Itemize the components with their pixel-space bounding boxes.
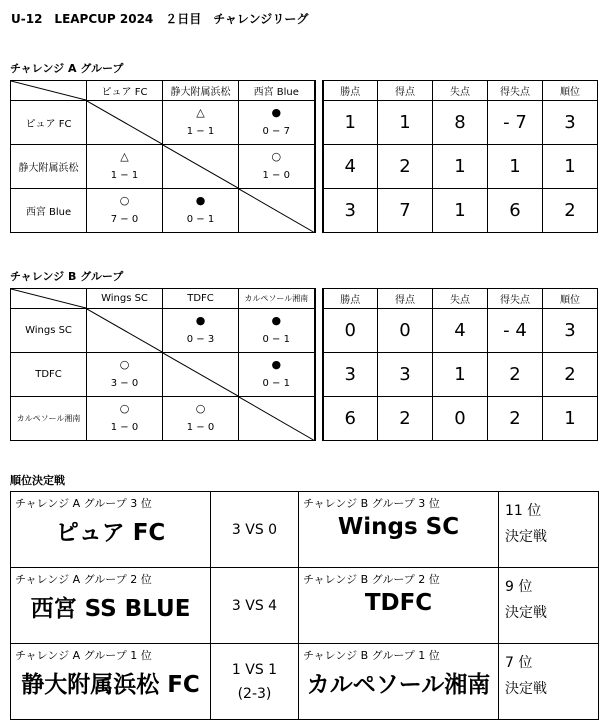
result-score: 0 − 1	[262, 378, 290, 389]
self-match-cell	[239, 189, 315, 233]
match-score: 3 VS 0	[231, 521, 278, 538]
stat-header: 順位	[543, 289, 598, 309]
result-score: 1 − 0	[110, 422, 139, 433]
team-row-label: 西宮 Blue	[11, 189, 87, 233]
team-header: 静大附属浜松	[163, 81, 239, 101]
team-row-label: Wings SC	[11, 309, 87, 353]
stat-header: 失点	[433, 81, 488, 101]
corner-cell	[11, 289, 87, 309]
stat-header: 得点	[378, 289, 433, 309]
group-a-table	[10, 80, 598, 233]
placement-rank-label: 決定戦	[505, 681, 547, 697]
stat-value: 3	[323, 353, 378, 397]
team-row-label: カルペソール湘南	[11, 397, 87, 441]
right-team: カルペソール湘南	[306, 672, 491, 698]
stat-value: 1	[433, 353, 488, 397]
placement-rank-label: 決定戦	[505, 529, 547, 545]
stat-value: 1	[378, 101, 433, 145]
stat-value: 1	[433, 145, 488, 189]
result-score: 0 − 7	[262, 126, 290, 137]
stat-header: 得点	[378, 81, 433, 101]
right-seed: チャレンジ B グループ 1 位	[303, 649, 440, 662]
stat-value: 2	[378, 397, 433, 441]
stat-value: 6	[488, 189, 543, 233]
result-score: 0 − 1	[186, 214, 215, 225]
right-team: TDFC	[364, 590, 433, 616]
self-match-cell	[163, 145, 239, 189]
team-row-label: TDFC	[11, 353, 87, 397]
stat-value: 1	[543, 145, 598, 189]
result-score: 1 − 1	[110, 170, 139, 181]
result-mark: △	[196, 106, 205, 119]
result-mark: △	[120, 150, 129, 163]
result-mark: ○	[119, 358, 130, 371]
match-score: 1 VS 1	[231, 661, 278, 678]
result-score: 1 − 0	[186, 422, 215, 433]
stat-value: 3	[543, 101, 598, 145]
stat-value: 3	[378, 353, 433, 397]
placement-rank: 7 位	[505, 655, 533, 671]
stat-value: 7	[378, 189, 433, 233]
team-header: ピュア FC	[87, 81, 163, 101]
stat-value: 1	[433, 189, 488, 233]
placement-row	[11, 644, 599, 720]
group-b-label: チャレンジ B グループ	[10, 270, 124, 283]
team-row-label: 静大附属浜松	[11, 145, 87, 189]
left-team: 静大附属浜松 FC	[21, 672, 200, 698]
team-header: Wings SC	[87, 289, 163, 309]
placement-rank-label: 決定戦	[505, 605, 547, 621]
result-mark: ●	[195, 194, 206, 207]
result-score: 3 − 0	[110, 378, 139, 389]
team-header: 西宮 Blue	[239, 81, 315, 101]
left-team: ピュア FC	[55, 520, 166, 546]
stat-value: 4	[323, 145, 378, 189]
placement-table	[10, 491, 599, 720]
team-row-label: ピュア FC	[11, 101, 87, 145]
stat-header: 勝点	[323, 289, 378, 309]
stat-value: 1	[543, 397, 598, 441]
placement-row	[11, 568, 599, 644]
result-mark: ○	[119, 402, 130, 415]
page-title: U-12 LEAPCUP 2024 ２日目 チャレンジリーグ	[11, 12, 309, 26]
left-seed: チャレンジ A グループ 2 位	[15, 573, 152, 586]
stat-header: 失点	[433, 289, 488, 309]
stat-header: 得失点	[488, 81, 543, 101]
result-score: 7 − 0	[110, 214, 139, 225]
group-a-label: チャレンジ A グループ	[10, 62, 124, 75]
stat-value: 2	[378, 145, 433, 189]
placement-rank: 9 位	[505, 579, 533, 595]
team-header: カルペソール湘南	[239, 289, 315, 309]
result-mark: ●	[271, 358, 282, 371]
stat-value: 2	[488, 353, 543, 397]
stat-value: 1	[323, 101, 378, 145]
stat-value: 2	[488, 397, 543, 441]
stat-header: 順位	[543, 81, 598, 101]
stat-value: 0	[323, 309, 378, 353]
match-score: 3 VS 4	[231, 597, 278, 614]
result-mark: ○	[271, 150, 282, 163]
result-mark: ○	[119, 194, 130, 207]
corner-cell	[11, 81, 87, 101]
left-team: 西宮 SS BLUE	[30, 596, 191, 622]
right-seed: チャレンジ B グループ 2 位	[303, 573, 440, 586]
stat-header: 得失点	[488, 289, 543, 309]
stat-value: 8	[433, 101, 488, 145]
result-mark: ●	[271, 314, 282, 327]
placement-row	[11, 492, 599, 568]
final-label: 順位決定戦	[10, 474, 65, 487]
stat-value: 6	[323, 397, 378, 441]
stat-value: 2	[543, 189, 598, 233]
self-match-cell	[163, 353, 239, 397]
stat-value: 0	[433, 397, 488, 441]
stat-value: - 7	[488, 101, 543, 145]
result-score: 0 − 3	[186, 334, 215, 345]
stat-value: 2	[543, 353, 598, 397]
result-score: 0 − 1	[262, 334, 290, 345]
stat-value: 4	[433, 309, 488, 353]
left-seed: チャレンジ A グループ 3 位	[15, 497, 152, 510]
result-mark: ○	[195, 402, 206, 415]
self-match-cell	[239, 397, 315, 441]
left-seed: チャレンジ A グループ 1 位	[15, 649, 152, 662]
group-b-table	[10, 288, 598, 441]
stat-value: 1	[488, 145, 543, 189]
stat-header: 勝点	[323, 81, 378, 101]
team-header: TDFC	[163, 289, 239, 309]
match-note: (2-3)	[237, 685, 272, 702]
self-match-cell	[87, 309, 163, 353]
result-score: 1 − 1	[186, 126, 215, 137]
right-seed: チャレンジ B グループ 3 位	[303, 497, 440, 510]
stat-value: - 4	[488, 309, 543, 353]
stat-value: 0	[378, 309, 433, 353]
stat-value: 3	[323, 189, 378, 233]
result-mark: ●	[195, 314, 206, 327]
placement-rank: 11 位	[505, 503, 542, 519]
result-mark: ●	[271, 106, 282, 119]
stat-value: 3	[543, 309, 598, 353]
result-score: 1 − 0	[262, 170, 290, 181]
self-match-cell	[87, 101, 163, 145]
right-team: Wings SC	[337, 514, 460, 540]
